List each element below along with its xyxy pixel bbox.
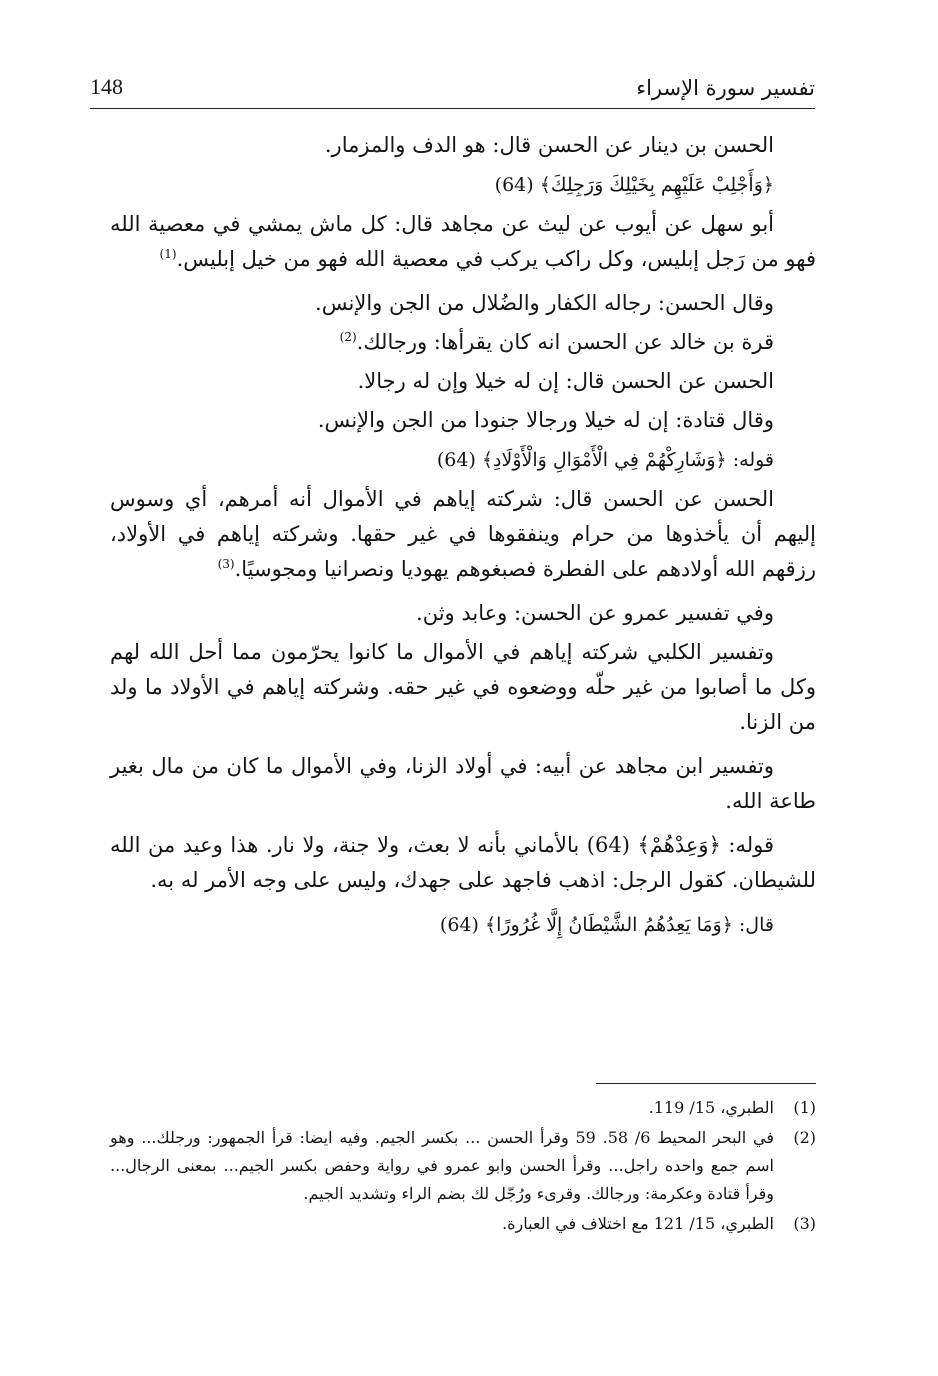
page-number: 148 — [90, 74, 123, 99]
quran-verse: قوله: ﴿وَشَارِكْهُمْ فِي الْأَمْوَالِ وَالْأَوْلَادِ﴾ (64) — [436, 449, 774, 471]
paragraph: وتفسير ابن مجاهد عن أبيه: في أولاد الزنا، وفي الأموال ما كان من مال بغير طاعة الله. — [110, 754, 816, 813]
footnote-ref[interactable]: (1) — [159, 247, 177, 261]
footnote-ref[interactable]: (3) — [217, 557, 235, 571]
footnote-separator — [596, 1083, 816, 1084]
footnote-number: (2) — [793, 1128, 816, 1147]
paragraph: الحسن بن دينار عن الحسن قال: هو الدف والمزمار. — [324, 133, 774, 157]
footnotes — [110, 1094, 816, 1240]
running-title: تفسير سورة الإسراء — [636, 76, 815, 100]
paragraph: وقال قتادة: إن له خيلا ورجالا جنودا من الجن والإنس. — [317, 408, 774, 432]
footnote-text: في البحر المحيط 6/ 58. 59 وقرأ الحسن ... بكسر الجيم. وفيه ايضا: قرأ الجمهور: ورجلك... وهو اسم جمع واحده راجل... وقرأ الحسن وابو عمرو في رواية وحفص بكسر الجيم... بمعنى الرجال... وقرأ قتادة وعكرمة: ورجالك. وقرىء ورُجّل لك بضم الراء وتشديد الجيم. — [110, 1128, 774, 1203]
paragraph: قوله: ﴿وَعِدْهُمْ﴾ (64) بالأماني بأنه لا بعث، ولا جنة، ولا نار. هذا وعيد من الله للشيطان. كقول الرجل: اذهب فاجهد على جهدك، وليس على وجه الأمر له به. — [110, 833, 816, 892]
footnote — [110, 1094, 816, 1122]
paragraph: وقال الحسن: رجاله الكفار والضُلال من الجن والإنس. — [315, 291, 774, 315]
page-header — [90, 72, 815, 109]
quran-verse: قال: ﴿وَمَا يَعِدُهُمُ الشَّيْطَانُ إِلَّا غُرُورًا﴾ (64) — [439, 914, 774, 936]
paragraph: أبو سهل عن أيوب عن ليث عن مجاهد قال: كل ماش يمشي في معصية الله فهو من رَجل إبليس، وكل راكب يركب في معصية الله فهو من خيل إبليس.$^{(1)}$ — [110, 212, 816, 271]
paragraph: الحسن عن الحسن قال: شركته إياهم في الأموال أنه أمرهم، أي وسوس إليهم أن يأخذوها من حرام وينفقوها في غير حقها. وشركته إياهم في الأولاد، رزقهم الله أولادهم على الفطرة فصبغوهم يهوديا ونصرانيا ومجوسيًا.$^{(3)}$ — [110, 487, 816, 581]
footnote-number: (3) — [793, 1214, 816, 1233]
main-text — [110, 128, 816, 947]
footnote-number: (1) — [793, 1098, 816, 1117]
footnote-text: الطبري، 15/ 121 مع اختلاف في العبارة. — [502, 1214, 774, 1233]
footnote-ref[interactable]: (2) — [339, 330, 357, 344]
footnote — [110, 1124, 816, 1208]
paragraph: وتفسير الكلبي شركته إياهم في الأموال ما كانوا يحرّمون مما أحل الله لهم وكل ما أصابوا من غير حلّه ووضعوه في غير حقه. وشركته إياهم في الأولاد ما ولد من الزنا. — [110, 640, 816, 734]
quran-verse: ﴿وَأَجْلِبْ عَلَيْهِم بِخَيْلِكَ وَرَجِلِكَ﴾ (64) — [494, 174, 774, 196]
paragraph: الحسن عن الحسن قال: إن له خيلا وإن له رجالا. — [357, 369, 774, 393]
footnote-text: الطبري، 15/ 119. — [648, 1098, 774, 1117]
paragraph: قرة بن خالد عن الحسن انه كان يقرأها: ورجالك.$^{(2)}$ — [339, 330, 774, 354]
paragraph: وفي تفسير عمرو عن الحسن: وعابد وثن. — [416, 601, 774, 625]
footnote — [110, 1210, 816, 1238]
